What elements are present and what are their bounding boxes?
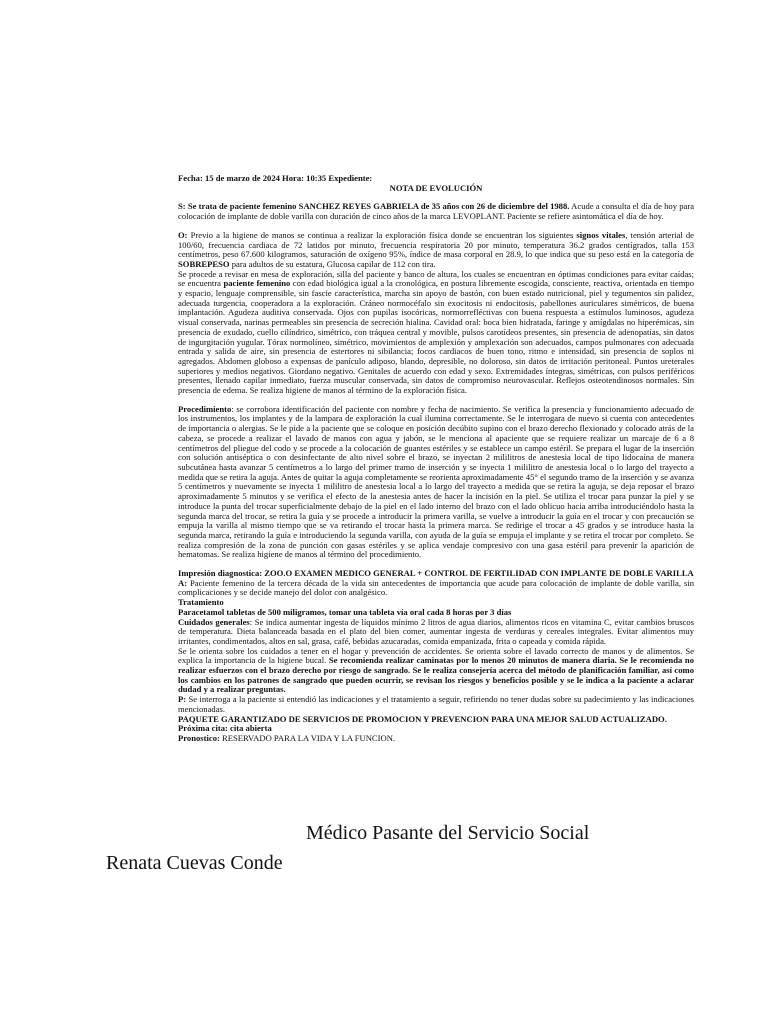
header-line: Fecha: 15 de marzo de 2024 Hora: 10:35 Expediente:	[178, 173, 373, 183]
vital-signs-label: signos vitales	[576, 229, 626, 240]
exam-text-1: Se procede a revisar en mesa de exploración, silla del paciente y banco de altura, los cuales se encuentran en óptimas condiciones para evitar caídas; se encuentra	[178, 268, 694, 289]
prognosis-text: RESERVADO PARA LA VIDA Y LA FUNCION.	[219, 732, 396, 743]
service-package: PAQUETE GARANTIZADO DE SERVICIOS DE PROMOCION Y PREVENCION PARA UNA MEJOR SALUD ACTUALIZADO.	[178, 713, 667, 724]
prognosis	[178, 734, 694, 744]
physical-exam-paragraph	[178, 270, 694, 396]
objective-text-2: , tensión arterial de 100/60, frecuencia cardiaca de 72 latidos por minuto, frecuencia respiratoria 20 por minuto, temperatura 36.2 grados centígrados, talla 153 centímetros, peso 67.600 kilogramos, saturación de oxígeno 95%, índice de masa corporal en 28.9, lo que indica que su peso está en la categoría de	[178, 229, 694, 260]
objective-text-1: Previo a la higiene de manos se continua a realizar la exploración física donde se encuentran los siguientes	[187, 229, 577, 240]
procedure-text: : se corrobora identificación del paciente con nombre y fecha de nacimiento. Se verifica la presencia y funcionamiento adecuado de los instrumentos, los implantes y de la lampara de exploración la cual ilumina correctamente. Se le interrogara de nuevo si cuenta con antecedentes de importancia o alergias. Se le pide a la paciente que se coloque en posición decúbito supino con el brazo derecho flexionado y colocado atrás de la cabeza, se procede a realizar el lavado de manos con agua y jabón, se le menciona al apaciente que se requiere realizar un marcaje de 6 a 8 centímetros del pliegue del codo y se procede a la colocación de guantes estériles y se establece un campo estéril. Se prepara el lugar de la inserción con solución antiséptica o con desinfectante de alto nivel sobre el brazo, se inyectan 2 mililitros de anestesia local de tipo lidocaína de manera subcutánea hasta avanzar 5 centímetros a lo largo del primer tramo de inserción y se inyecta 1 mililitro de anestesia local o lo largo del trayecto a medida que se retira la aguja. Antes de quitar la aguja completamente se reorienta aproximadamente 45° el segundo tramo de la inserción y se avanza 5 centímetros y nuevamente se inyecta 1 mililitro de anestesia local a lo largo del trayecto a medida que se retira la aguja, se deja reposar el brazo aproximadamente 5 minutos y se verifica el efecto de la anestesia antes de hacer la incisión en la piel. Se utiliza el trocar para punzar la piel y se introduce la punta del trocar superficialmente debajo de la piel en el lado interno del brazo con el lado oblicuo hacia arriba introduciéndolo hasta la segunda marca del trocar, se retira la guía y se procede a introducir la primera varilla, se vuelve a introducir la guía en el trocar y con precaución se empuja la varilla al mismo tiempo que se va retirando el trocar hasta la primera marca. Se redirige el trocar a 45 grados y se introduce hasta la segunda marca, retirando la guía e introduciendo la segunda varilla, con ayuda de la guía se empuja el implante y se retira el trocar por completo. Se realiza compresión de la zona de punción con gasas estériles y se aplica vendaje compresivo con una gasa estéril para prevenir la aparición de hematomas. Se realiza higiene de manos al término del procedimiento.	[178, 403, 694, 560]
care-text: : Se indica aumentar ingesta de líquidos mínimo 2 litros de agua diarios, alimentos ricos en vitamina C, evitar cambios bruscos de temperatura. Dieta balanceada basada en el plato del bien comer, aumentar ingesta de verduras y cereales integrales. Evitar alimentos muy irritantes, condimentados, altos en sal, grasa, café, bebidas azucaradas, comida empanizada, frita o capeada y comida rápida.	[178, 616, 694, 646]
care-orientation	[178, 647, 694, 696]
care-label: Cuidados generales	[178, 616, 250, 627]
subjective-prefix: S:	[178, 201, 186, 212]
subjective-section	[178, 202, 694, 221]
objective-prefix: O:	[178, 229, 188, 240]
subjective-bold-text: Se trata de paciente femenino SANCHEZ REYES GABRIELA de 35 años con 26 de diciembre del 1988.	[185, 201, 570, 212]
overweight-label: SOBREPESO	[178, 258, 230, 269]
objective-text-3: para adultos de su estatura, Glucosa capilar de 112 con tira.	[229, 258, 436, 269]
objective-section	[178, 231, 694, 270]
female-patient-label: paciente femenino	[223, 278, 291, 289]
procedure-label: Procedimiento	[178, 403, 232, 414]
plan-prefix: P:	[178, 694, 187, 705]
plan-text: Se interroga a la paciente si entendió las indicaciones y el tratamiento a seguir, refiriendo no tener dudas sobre su padecimiento y las indicaciones mencionadas.	[178, 694, 694, 714]
diagnostic-impression: Impresión diagnostica: ZOO.O EXAMEN MEDICO GENERAL + CONTROL DE FERTILIDAD CON IMPLANTE DE DOBLE VARILLA	[178, 568, 694, 579]
analysis-section	[178, 579, 694, 598]
procedure-section	[178, 405, 694, 560]
subjective-text: Acude a consulta el día de hoy para colocación de implante de doble varilla con duración de cinco años de la marca LEVOPLANT. Paciente se refiere asintomática el día de hoy.	[178, 201, 695, 222]
next-appointment: Próxima cita: cita abierta	[178, 723, 272, 734]
analysis-text: Paciente femenino de la tercera década de la vida sin antecedentes de importancia que acude para colocación de implante de doble varilla, sin complicaciones y se decide manejo del dolor con analgésico.	[178, 577, 694, 598]
signature-name: Renata Cuevas Conde	[106, 852, 283, 874]
signature-role: Médico Pasante del Servicio Social	[306, 822, 590, 844]
care-recommendations: Se recomienda realizar caminatas por lo menos 20 minutos de manera diaria. Se le recomienda no realizar esfuerzos con el brazo derecho por riesgo de sangrado. Se le realiza consejería acerca del método de planificación familiar, así como los cambios en los patrones de sangrado que pueden ocurrir, se revisan los riesgos y beneficios posible y se le indica a la paciente a aclarar dudad y a realizar preguntas.	[178, 655, 694, 695]
note-title: NOTA DE EVOLUCIÓN	[389, 182, 483, 193]
care-orientation-text: Se le orienta sobre los cuidados a tener en el hogar y prevención de accidentes. Se orienta sobre el lavado correcto de manos y de alimentos. Se explica la importancia de la higiene bucal.	[178, 645, 694, 666]
analysis-prefix: A:	[178, 577, 188, 588]
treatment-label: Tratamiento	[178, 597, 224, 608]
treatment-medication: Paracetamol tabletas de 500 miligramos, tomar una tableta vía oral cada 8 horas por 3 días	[178, 606, 512, 617]
prognosis-label: Pronostico:	[178, 732, 220, 743]
care-section	[178, 618, 694, 647]
exam-text-2: con edad biológica igual a la cronológica, en postura libremente escogida, consciente, reactiva, orientada en tiempo y espacio, lenguaje comprensible, sin fascie característica, marcha sin apoyo de bastón, con buen estado nutricional, piel y tegumentos sin palidez, adecuada turgencia, cooperadora a la exploración. Cráneo normocéfalo sin exocitosis ni endocitosis, pabellones auriculares simétricos, de buena implantación. Agudeza auditiva conservada. Ojos con pupilas isocóricas, normorrefléctivas con buena respuesta a estímulos luminosos, agudeza visual conservada, narinas permeables sin presencia de secreción hialina. Cavidad oral: boca bien hidratada, faringe y amígdalas no hiperémicas, sin presencia de exudado, cuello cilíndrico, simétrico, con tráquea central y movible, pulsos carotídeos presentes, sin presencia de adenopatías, sin datos de ingurgitación yugular. Tórax normolíneo, simétrico, movimientos de amplexión y amplexación son adecuados, campos pulmonares con adecuada entrada y salida de aire, sin presencia de estertores ni sibilancia; focos cardiacos de buen tono, ritmo e intensidad, sin presencia de soplos ni agregados. Abdomen globoso a expensas de panículo adiposo, blando, depresible, no doloroso, sin datos de irritación peritoneal. Puntos ureterales superiores y medios negativos. Giordano negativo. Genitales de acuerdo con edad y sexo. Extremidades íntegras, simétricas, con pulsos periféricos presentes, llenado capilar inmediato, fuerza muscular conservada, sin datos de compromiso neurovascular. Reflejos osteotendinosos normales. Sin presencia de edema. Se realiza higiene de manos al término de la exploración física.	[178, 278, 694, 396]
plan-section	[178, 695, 694, 714]
evolution-note	[178, 174, 694, 744]
